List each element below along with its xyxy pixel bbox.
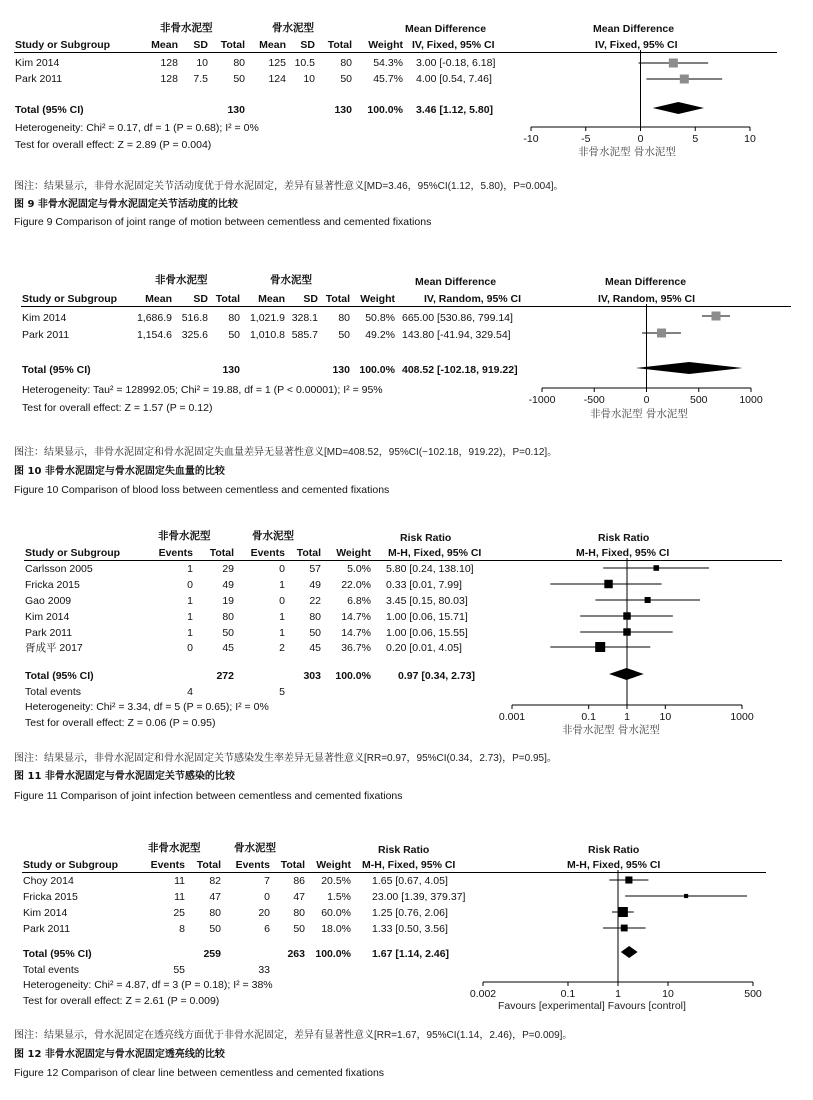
cell: 50: [228, 329, 240, 341]
group-ctl-label: 骨水泥型: [234, 842, 276, 854]
group-ctl-label: 骨水泥型: [252, 530, 294, 542]
study-estimate-marker: [623, 612, 630, 619]
cell: 10: [303, 73, 315, 85]
cell: 1: [187, 611, 193, 623]
overall-effect-text: Test for overall effect: Z = 2.89 (P = 0.004): [15, 139, 212, 151]
cell: 50: [293, 923, 305, 935]
heterogeneity-text: Heterogeneity: Chi² = 0.17, df = 1 (P = 0.68); I² = 0%: [15, 122, 259, 134]
figure-note: 图注：结果显示，骨水泥固定在透亮线方面优于非骨水泥固定，差异有显著性意义[RR=1.67，95%CI(1.14，2.46)，P=0.009]。: [14, 1030, 573, 1041]
cell: 1: [279, 627, 285, 639]
total-label: Total (95% CI): [15, 104, 84, 116]
col-method: M-H, Fixed, 95% CI: [388, 547, 482, 559]
study-name: Park 2011: [25, 627, 73, 639]
forest-plot-svg: [0, 0, 813, 170]
estimate-ci: 0.20 [0.01, 4.05]: [386, 642, 462, 654]
cell: 585.7: [291, 329, 318, 341]
cell: 14.7%: [341, 627, 371, 639]
cell: 0: [187, 579, 193, 591]
heterogeneity-text: Heterogeneity: Chi² = 4.87, df = 3 (P = 0.18); I² = 38%: [23, 979, 273, 991]
total-n-ctl: 130: [334, 104, 352, 116]
x-tick-label: 1: [624, 711, 630, 723]
x-tick-label: 5: [692, 133, 699, 145]
cell: 80: [209, 907, 221, 919]
figure-11: [0, 528, 813, 818]
plot-stat-header: Risk Ratio: [598, 532, 650, 544]
col-total-exp: Total: [220, 39, 245, 51]
figure-title-en: Figure 9 Comparison of joint range of motion between cementless and cemented fixations: [14, 216, 432, 228]
plot-stat-header: Risk Ratio: [588, 844, 640, 856]
total-weight: 100.0%: [315, 948, 351, 960]
study-estimate-marker: [680, 75, 689, 84]
cell: 80: [233, 57, 245, 69]
cell: 10: [196, 57, 208, 69]
total-n-ctl: 130: [332, 364, 350, 376]
total-label: Total (95% CI): [25, 670, 94, 682]
estimate-ci: 1.25 [0.76, 2.06]: [372, 907, 448, 919]
cell: 45: [222, 642, 234, 654]
x-tick-label: 0.002: [469, 988, 497, 1000]
cell: 50: [309, 627, 321, 639]
total-n-exp: 130: [222, 364, 240, 376]
forest-plot: [0, 528, 813, 743]
cell: 1: [279, 611, 285, 623]
heterogeneity-text: Heterogeneity: Chi² = 3.34, df = 5 (P = 0.65); I² = 0%: [25, 701, 269, 713]
cell: 86: [293, 875, 305, 887]
col-total-exp: Total: [209, 547, 234, 559]
x-tick-label: 0.1: [560, 988, 576, 1000]
estimate-ci: 0.33 [0.01, 7.99]: [386, 579, 462, 591]
group-exp-label: 非骨水泥型: [155, 274, 208, 286]
cell: 1: [187, 627, 193, 639]
cell: 50: [338, 329, 350, 341]
study-estimate-marker: [645, 597, 651, 603]
cell: 80: [340, 57, 352, 69]
figure-title-en: Figure 12 Comparison of clear line between cementless and cemented fixations: [14, 1067, 385, 1079]
figure-title-en: Figure 11 Comparison of joint infection between cementless and cemented fixations: [14, 790, 403, 802]
total-weight: 100.0%: [367, 104, 403, 116]
cell: 1,021.9: [249, 312, 285, 324]
forest-plot: [0, 270, 813, 440]
estimate-ci: 143.80 [-41.94, 329.54]: [402, 329, 511, 341]
x-tick-label: 0.1: [581, 711, 596, 723]
study-estimate-marker: [625, 876, 632, 883]
stat-header: Risk Ratio: [400, 532, 452, 544]
col-total-ctl: Total: [296, 547, 321, 559]
cell: 128: [160, 57, 178, 69]
study-name: Choy 2014: [23, 875, 74, 887]
cell: 14.7%: [341, 611, 371, 623]
total-label: Total (95% CI): [22, 364, 91, 376]
total-events-exp: 55: [173, 964, 185, 976]
cell: 49.2%: [365, 329, 395, 341]
estimate-ci: 665.00 [530.86, 799.14]: [402, 312, 513, 324]
overall-effect-text: Test for overall effect: Z = 2.61 (P = 0.009): [23, 995, 220, 1007]
cell: 7.5: [193, 73, 208, 85]
total-estimate-ci: 0.97 [0.34, 2.73]: [398, 670, 476, 682]
study-estimate-marker: [711, 312, 720, 321]
study-estimate-marker: [684, 894, 688, 898]
cell: 50: [233, 73, 245, 85]
col-weight: Weight: [360, 293, 395, 305]
col-events-exp: Events: [150, 859, 185, 871]
cell: 49: [222, 579, 234, 591]
cell: 328.1: [291, 312, 318, 324]
x-tick-label: 10: [744, 133, 756, 145]
plot-method: IV, Fixed, 95% CI: [595, 39, 678, 51]
overall-effect-text: Test for overall effect: Z = 0.06 (P = 0.95): [25, 717, 216, 729]
cell: 20.5%: [321, 875, 351, 887]
cell: 54.3%: [373, 57, 403, 69]
stat-header: Risk Ratio: [378, 844, 430, 856]
x-tick-label: 0: [643, 394, 650, 406]
cell: 6.8%: [347, 595, 371, 607]
cell: 10.5: [294, 57, 315, 69]
cell: 22.0%: [341, 579, 371, 591]
cell: 1,010.8: [249, 329, 285, 341]
cell: 80: [222, 611, 234, 623]
cell: 47: [209, 891, 221, 903]
col-study: Study or Subgroup: [25, 547, 121, 559]
col-study: Study or Subgroup: [15, 39, 111, 51]
total-n-exp: 130: [227, 104, 245, 116]
total-weight: 100.0%: [335, 670, 371, 682]
col-method: M-H, Fixed, 95% CI: [362, 859, 456, 871]
study-estimate-marker: [657, 329, 666, 338]
study-estimate-marker: [595, 642, 605, 652]
study-name: Carlsson 2005: [25, 563, 93, 575]
study-name: Park 2011: [23, 923, 71, 935]
cell: 20: [258, 907, 270, 919]
study-name: Kim 2014: [15, 57, 60, 69]
figure-note: 图注：结果显示，非骨水泥固定关节活动度优于骨水泥固定，差异有显著性意义[MD=3.46，95%CI(1.12，5.80)，P=0.004]。: [14, 181, 564, 192]
figure-10: [0, 270, 813, 520]
x-tick-label: 500: [689, 394, 708, 406]
cell: 50: [222, 627, 234, 639]
study-name: Kim 2014: [25, 611, 70, 623]
figure-note: 图注：结果显示，非骨水泥固定和骨水泥固定失血量差异无显著性意义[MD=408.52，95%CI(−102.18，919.22)，P=0.12]。: [14, 447, 558, 458]
x-tick-label: 500: [744, 988, 762, 1000]
x-tick-label: 10: [662, 988, 674, 1000]
cell: 1.5%: [327, 891, 351, 903]
cell: 50.8%: [365, 312, 395, 324]
forest-plot-svg: [0, 528, 813, 743]
group-exp-label: 非骨水泥型: [160, 22, 213, 34]
total-events-ctl: 5: [279, 686, 285, 698]
total-estimate-ci: 408.52 [-102.18, 919.22]: [402, 364, 518, 376]
col-events-exp: Events: [158, 547, 193, 559]
estimate-ci: 4.00 [0.54, 7.46]: [416, 73, 492, 85]
plot-stat-header: Mean Difference: [605, 276, 687, 288]
study-estimate-marker: [621, 925, 628, 932]
total-events-label: Total events: [23, 964, 80, 976]
col-sd-ctl: SD: [300, 39, 315, 51]
cell: 45.7%: [373, 73, 403, 85]
forest-plot: [0, 0, 813, 170]
total-events-ctl: 33: [258, 964, 270, 976]
col-mean-ctl: Mean: [258, 293, 285, 305]
pooled-estimate-diamond: [653, 102, 704, 114]
cell: 11: [174, 891, 185, 903]
cell: 50: [209, 923, 221, 935]
figure-title-cn: 图 12 非骨水泥固定与骨水泥固定透亮线的比较: [14, 1049, 225, 1060]
total-n-exp: 272: [216, 670, 234, 682]
cell: 1,686.9: [136, 312, 172, 324]
cell: 49: [309, 579, 321, 591]
x-tick-label: -10: [523, 133, 539, 145]
estimate-ci: 5.80 [0.24, 138.10]: [386, 563, 474, 575]
pooled-estimate-diamond: [636, 362, 743, 374]
cell: 0: [264, 891, 270, 903]
col-mean-exp: Mean: [151, 39, 178, 51]
cell: 0: [279, 563, 285, 575]
study-name: Kim 2014: [23, 907, 68, 919]
estimate-ci: 1.65 [0.67, 4.05]: [372, 875, 448, 887]
col-events-ctl: Events: [235, 859, 270, 871]
total-estimate-ci: 3.46 [1.12, 5.80]: [416, 104, 494, 116]
estimate-ci: 1.00 [0.06, 15.55]: [386, 627, 468, 639]
x-tick-label: 10: [659, 711, 672, 723]
forest-plot-svg: [0, 838, 813, 1018]
col-sd-exp: SD: [193, 39, 208, 51]
figure-title-cn: 图 10 非骨水泥固定与骨水泥固定失血量的比较: [14, 466, 225, 477]
cell: 19: [222, 595, 234, 607]
cell: 36.7%: [341, 642, 371, 654]
axis-label: 非骨水泥型 骨水泥型: [562, 724, 660, 736]
figure-note: 图注：结果显示，非骨水泥固定和骨水泥固定关节感染发生率差异无显著性意义[RR=0.97，95%CI(0.34，2.73)，P=0.95]。: [14, 753, 557, 764]
study-estimate-marker: [618, 907, 628, 917]
study-estimate-marker: [623, 628, 630, 635]
plot-method: IV, Random, 95% CI: [598, 293, 696, 305]
total-n-exp: 259: [203, 948, 221, 960]
group-ctl-label: 骨水泥型: [272, 22, 314, 34]
col-sd-exp: SD: [193, 293, 208, 305]
study-estimate-marker: [669, 59, 678, 68]
pooled-estimate-diamond: [609, 668, 644, 680]
axis-label: 非骨水泥型 骨水泥型: [578, 146, 676, 158]
x-tick-label: 0: [637, 133, 644, 145]
group-exp-label: 非骨水泥型: [158, 530, 211, 542]
cell: 2: [279, 642, 285, 654]
total-events-label: Total events: [25, 686, 82, 698]
col-total-ctl: Total: [280, 859, 305, 871]
study-name: 胥成平 2017: [25, 642, 83, 654]
cell: 45: [309, 642, 321, 654]
x-tick-label: 1000: [730, 711, 754, 723]
total-events-exp: 4: [187, 686, 193, 698]
cell: 25: [173, 907, 185, 919]
forest-plot-svg: [0, 270, 813, 440]
estimate-ci: 1.00 [0.06, 15.71]: [386, 611, 468, 623]
cell: 0: [187, 642, 193, 654]
axis-label: 非骨水泥型 骨水泥型: [590, 408, 688, 420]
study-name: Gao 2009: [25, 595, 72, 607]
figure-title-cn: 图 11 非骨水泥固定与骨水泥固定关节感染的比较: [14, 771, 235, 782]
cell: 1: [187, 563, 193, 575]
cell: 1: [187, 595, 193, 607]
total-label: Total (95% CI): [23, 948, 92, 960]
study-name: Fricka 2015: [23, 891, 78, 903]
cell: 325.6: [181, 329, 208, 341]
x-tick-label: 0.001: [498, 711, 526, 723]
study-name: Kim 2014: [22, 312, 67, 324]
cell: 80: [228, 312, 240, 324]
total-n-ctl: 263: [287, 948, 305, 960]
col-method: IV, Fixed, 95% CI: [412, 39, 495, 51]
cell: 80: [338, 312, 350, 324]
cell: 22: [309, 595, 321, 607]
cell: 11: [174, 875, 185, 887]
col-total-exp: Total: [196, 859, 221, 871]
estimate-ci: 1.33 [0.50, 3.56]: [372, 923, 448, 935]
stat-header: Mean Difference: [415, 276, 497, 288]
study-estimate-marker: [653, 565, 659, 571]
figure-12: [0, 838, 813, 1100]
cell: 124: [268, 73, 286, 85]
col-sd-ctl: SD: [303, 293, 318, 305]
x-tick-label: -500: [583, 394, 605, 406]
estimate-ci: 23.00 [1.39, 379.37]: [372, 891, 466, 903]
plot-stat-header: Mean Difference: [593, 23, 675, 35]
heterogeneity-text: Heterogeneity: Tau² = 128992.05; Chi² = 19.88, df = 1 (P < 0.00001); I² = 95%: [22, 384, 383, 396]
cell: 1,154.6: [136, 329, 172, 341]
col-mean-ctl: Mean: [259, 39, 286, 51]
cell: 6: [264, 923, 270, 935]
cell: 47: [293, 891, 305, 903]
pooled-estimate-diamond: [621, 946, 638, 958]
study-name: Fricka 2015: [25, 579, 80, 591]
cell: 7: [264, 875, 270, 887]
col-weight: Weight: [316, 859, 351, 871]
forest-plot: [0, 838, 813, 1018]
plot-method: M-H, Fixed, 95% CI: [576, 547, 670, 559]
x-tick-label: -1000: [528, 394, 556, 406]
col-method: IV, Random, 95% CI: [424, 293, 522, 305]
x-tick-label: -5: [581, 133, 591, 145]
total-estimate-ci: 1.67 [1.14, 2.46]: [372, 948, 450, 960]
x-tick-label: 1000: [739, 394, 763, 406]
total-n-ctl: 303: [303, 670, 321, 682]
group-exp-label: 非骨水泥型: [148, 842, 201, 854]
col-total-exp: Total: [215, 293, 240, 305]
col-study: Study or Subgroup: [22, 293, 118, 305]
estimate-ci: 3.00 [-0.18, 6.18]: [416, 57, 496, 69]
figure-9: [0, 0, 813, 250]
col-total-ctl: Total: [325, 293, 350, 305]
x-tick-label: 1: [615, 988, 621, 1000]
study-estimate-marker: [604, 580, 612, 588]
cell: 125: [268, 57, 286, 69]
plot-method: M-H, Fixed, 95% CI: [567, 859, 661, 871]
col-mean-exp: Mean: [145, 293, 172, 305]
cell: 60.0%: [321, 907, 351, 919]
cell: 57: [309, 563, 321, 575]
cell: 8: [179, 923, 185, 935]
figure-title-cn: 图 9 非骨水泥固定与骨水泥固定关节活动度的比较: [14, 199, 238, 210]
cell: 80: [309, 611, 321, 623]
cell: 0: [279, 595, 285, 607]
stat-header: Mean Difference: [405, 23, 487, 35]
study-name: Park 2011: [15, 73, 63, 85]
col-weight: Weight: [336, 547, 371, 559]
cell: 80: [293, 907, 305, 919]
col-events-ctl: Events: [250, 547, 285, 559]
estimate-ci: 3.45 [0.15, 80.03]: [386, 595, 468, 607]
cell: 5.0%: [347, 563, 371, 575]
total-weight: 100.0%: [359, 364, 395, 376]
figure-title-en: Figure 10 Comparison of blood loss between cementless and cemented fixations: [14, 484, 390, 496]
col-study: Study or Subgroup: [23, 859, 119, 871]
group-ctl-label: 骨水泥型: [270, 274, 312, 286]
col-weight: Weight: [368, 39, 403, 51]
cell: 82: [209, 875, 221, 887]
cell: 18.0%: [321, 923, 351, 935]
cell: 128: [160, 73, 178, 85]
col-total-ctl: Total: [327, 39, 352, 51]
cell: 50: [340, 73, 352, 85]
overall-effect-text: Test for overall effect: Z = 1.57 (P = 0.12): [22, 402, 213, 414]
axis-label: Favours [experimental] Favours [control]: [498, 1000, 686, 1012]
study-name: Park 2011: [22, 329, 70, 341]
cell: 516.8: [181, 312, 208, 324]
cell: 1: [279, 579, 285, 591]
cell: 29: [222, 563, 234, 575]
